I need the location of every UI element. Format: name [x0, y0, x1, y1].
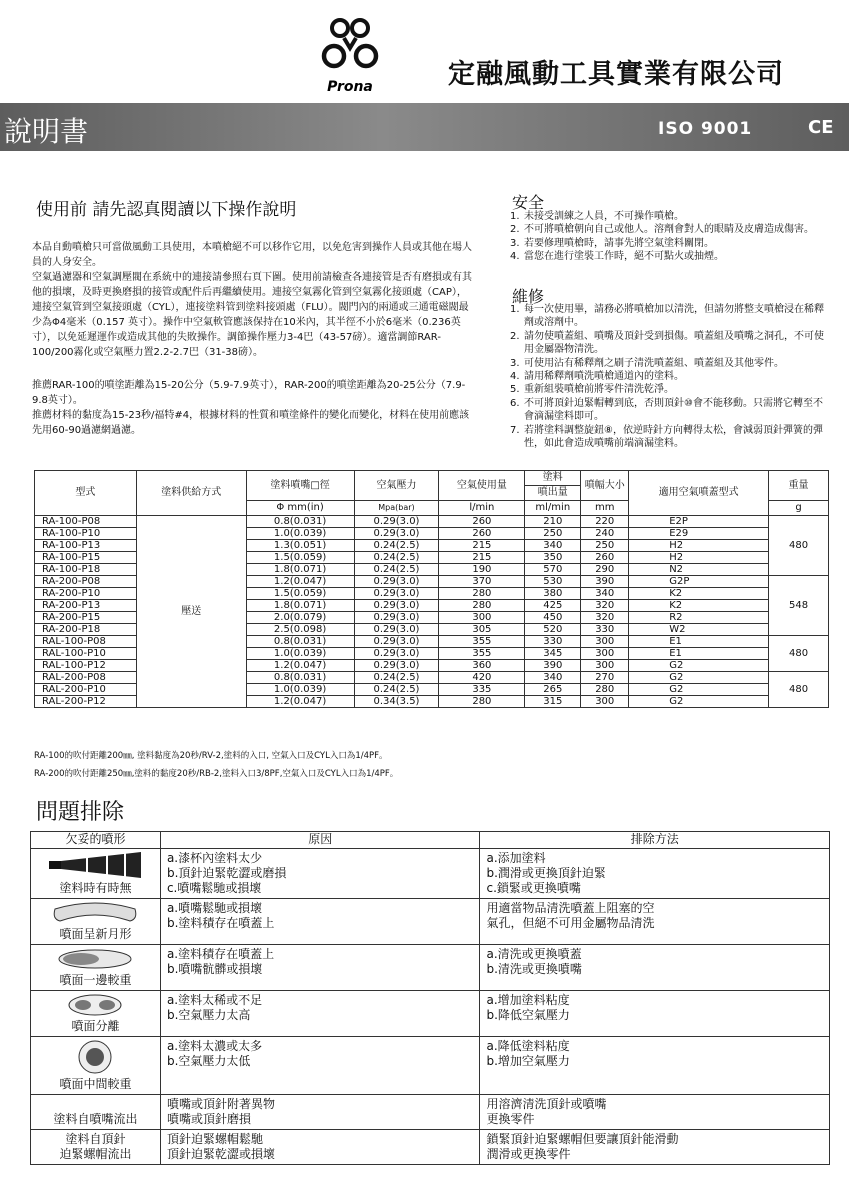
intermittent-spray-icon	[47, 851, 143, 879]
symptom-cell	[31, 1130, 161, 1165]
cell-air-pressure: 0.29(3.0)	[354, 612, 439, 624]
remedy-cell	[480, 1130, 830, 1165]
cell-paint-output: 520	[525, 624, 581, 636]
trouble-row	[31, 1037, 830, 1095]
cell-paint-output: 380	[525, 588, 581, 600]
cell-air-pressure: 0.29(3.0)	[354, 648, 439, 660]
remedy-cell	[480, 1037, 830, 1095]
note-ra200: RA-200的吹付距離250㎜,塗料的黏度20秒/RB-2,塗料入口3/8PF,空氣入口及CYL入口為1/4PF。	[34, 769, 399, 779]
col-weight: 重量	[769, 471, 829, 501]
cell-air-pressure: 0.29(3.0)	[354, 636, 439, 648]
cell-air-consumption: 280	[439, 696, 525, 708]
col-remedy: 排除方法	[480, 832, 830, 849]
cause-line: 頂針迫緊乾澀或損壞	[166, 1147, 275, 1161]
symptom-label: 噴面一邊較重	[59, 973, 132, 987]
cause-line: 噴嘴或頂針附著異物	[166, 1097, 275, 1111]
remedy-line: 鎖緊頂針迫緊螺帽但要讓頂針能滑動	[486, 1132, 679, 1146]
symptom-label: 噴面中間較重	[59, 1077, 132, 1091]
col-nozzle: 塗料噴嘴□徑	[246, 471, 354, 501]
cell-cap: G2	[629, 684, 769, 696]
cause-cell	[160, 991, 480, 1037]
cell-model: RAL-200-P08	[35, 672, 137, 684]
cell-air-consumption: 260	[439, 516, 525, 528]
cell-nozzle: 1.2(0.047)	[246, 696, 354, 708]
maintenance-item	[510, 330, 830, 357]
col-paint: 塗料	[525, 471, 581, 486]
cell-air-consumption: 190	[439, 564, 525, 576]
maintenance-heading: 維修	[512, 287, 545, 306]
trouble-row	[31, 899, 830, 945]
cell-spray-width: 270	[581, 672, 629, 684]
unit-weight: g	[769, 501, 829, 516]
safety-item	[510, 223, 830, 236]
cell-spray-width: 300	[581, 648, 629, 660]
cell-spray-width: 280	[581, 684, 629, 696]
item-number: 6.	[510, 397, 520, 409]
iso-label: ISO 9001	[658, 119, 753, 139]
remedy-line: c.鎖緊或更換噴嘴	[486, 881, 581, 895]
cause-line: b.塗料積存在噴蓋上	[166, 916, 275, 930]
cell-spray-width: 330	[581, 624, 629, 636]
cell-model: RA-100-P08	[35, 516, 137, 528]
cause-line: b.空氣壓力太高	[166, 1008, 251, 1022]
cell-air-consumption: 370	[439, 576, 525, 588]
unit-air-pressure: Mpa(bar)	[354, 501, 439, 516]
cause-cell	[160, 1037, 480, 1095]
cell-cap: G2P	[629, 576, 769, 588]
item-text: 不可將噴槍朝向自己或他人。溶劑會對人的眼睛及皮膚造成傷害。	[524, 224, 814, 236]
remedy-cell	[480, 945, 830, 991]
cell-air-consumption: 280	[439, 600, 525, 612]
cell-model: RA-200-P10	[35, 588, 137, 600]
cell-air-consumption: 260	[439, 528, 525, 540]
split-pattern-icon	[65, 993, 125, 1017]
cell-air-consumption: 360	[439, 660, 525, 672]
cell-supply: 壓送	[136, 516, 246, 708]
remedy-cell	[480, 1095, 830, 1130]
cell-nozzle: 1.8(0.071)	[246, 564, 354, 576]
cell-weight: 480	[769, 672, 829, 708]
symptom-label: 噴面呈新月形	[59, 927, 132, 941]
cell-spray-width: 300	[581, 660, 629, 672]
symptom-label: 噴面分離	[71, 1019, 120, 1033]
cell-paint-output: 210	[525, 516, 581, 528]
cell-air-pressure: 0.24(2.5)	[354, 564, 439, 576]
item-number: 3.	[510, 237, 520, 249]
cell-paint-output: 425	[525, 600, 581, 612]
cell-model: RA-200-P08	[35, 576, 137, 588]
cell-nozzle: 2.0(0.079)	[246, 612, 354, 624]
cause-line: a.塗料太濃或太多	[166, 1039, 263, 1053]
cell-spray-width: 300	[581, 636, 629, 648]
item-text: 請用稀釋劑噴洗噴槍通道內的塗料。	[524, 371, 684, 383]
cell-spray-width: 320	[581, 612, 629, 624]
cell-air-pressure: 0.29(3.0)	[354, 588, 439, 600]
cell-cap: E1	[629, 648, 769, 660]
cell-model: RAL-100-P10	[35, 648, 137, 660]
trouble-row	[31, 1095, 830, 1130]
symptom-label: 塗料自頂針	[65, 1132, 126, 1146]
cell-nozzle: 0.8(0.031)	[246, 636, 354, 648]
col-cap: 適用空氣噴蓋型式	[629, 471, 769, 516]
cell-air-consumption: 280	[439, 588, 525, 600]
col-supply: 塗料供給方式	[136, 471, 246, 516]
cell-nozzle: 1.0(0.039)	[246, 648, 354, 660]
cell-air-pressure: 0.24(2.5)	[354, 540, 439, 552]
cell-spray-width: 340	[581, 588, 629, 600]
cell-model: RAL-200-P10	[35, 684, 137, 696]
maintenance-item	[510, 424, 830, 451]
remedy-line: 用適當物品清洗噴蓋上阻塞的空	[486, 901, 655, 915]
symptom-label: 塗料自噴嘴流出	[53, 1112, 138, 1126]
remedy-line: 更換零件	[486, 1112, 535, 1126]
col-model: 型式	[35, 471, 137, 516]
intro-paragraph-4: 推薦材料的黏度為15-23秒/福特#4，根據材料的性質和噴塗條件的變化而變化，材料在使用前應該先用60-90過濾網過濾。	[32, 410, 470, 436]
col-spray-width: 噴幅大小	[581, 471, 629, 501]
cell-paint-output: 345	[525, 648, 581, 660]
symptom-cell	[31, 899, 161, 945]
cell-air-consumption: 305	[439, 624, 525, 636]
col-air-pressure: 空氣壓力	[354, 471, 439, 501]
cell-paint-output: 340	[525, 672, 581, 684]
company-name: 定融風動工具實業有限公司	[448, 59, 784, 90]
cell-model: RA-200-P15	[35, 612, 137, 624]
cell-nozzle: 1.8(0.071)	[246, 600, 354, 612]
logo-text: Prona	[327, 79, 373, 94]
cell-nozzle: 1.5(0.059)	[246, 552, 354, 564]
cell-air-pressure: 0.34(3.5)	[354, 696, 439, 708]
symptom-cell	[31, 991, 161, 1037]
cell-cap: K2	[629, 600, 769, 612]
cell-nozzle: 1.2(0.047)	[246, 576, 354, 588]
cell-cap: E29	[629, 528, 769, 540]
cell-air-consumption: 215	[439, 552, 525, 564]
remedy-line: a.清洗或更換噴蓋	[486, 947, 582, 961]
remedy-line: b.增加空氣壓力	[486, 1054, 570, 1068]
remedy-line: b.潤滑或更換頂針迫緊	[486, 866, 606, 880]
cell-air-pressure: 0.29(3.0)	[354, 600, 439, 612]
trouble-row	[31, 1130, 830, 1165]
cell-air-consumption: 420	[439, 672, 525, 684]
maintenance-item	[510, 303, 830, 330]
item-text: 可使用沾有稀釋劑之刷子清洗噴蓋組、噴蓋組及其他零件。	[524, 357, 784, 369]
cell-model: RA-100-P13	[35, 540, 137, 552]
item-text: 不可將頂針迫緊帽轉到底，否則頂針⑩會不能移動。只需將它轉至不會滴漏塗料即可。	[524, 397, 823, 423]
cell-paint-output: 250	[525, 528, 581, 540]
cause-line: 頂針迫緊螺帽鬆馳	[166, 1132, 263, 1146]
troubleshooting-table	[30, 831, 830, 1165]
remedy-line: a.添加塗料	[486, 851, 546, 865]
cell-paint-output: 390	[525, 660, 581, 672]
cell-air-pressure: 0.29(3.0)	[354, 528, 439, 540]
cell-spray-width: 240	[581, 528, 629, 540]
item-number: 4.	[510, 371, 520, 383]
cell-paint-output: 350	[525, 552, 581, 564]
item-number: 4.	[510, 251, 520, 263]
cause-line: b.空氣壓力太低	[166, 1054, 251, 1068]
cause-line: a.塗料積存在噴蓋上	[166, 947, 275, 961]
cell-cap: E2P	[629, 516, 769, 528]
cell-nozzle: 2.5(0.098)	[246, 624, 354, 636]
spec-row	[35, 516, 829, 528]
cell-spray-width: 300	[581, 696, 629, 708]
cell-nozzle: 1.3(0.051)	[246, 540, 354, 552]
cell-spray-width: 390	[581, 576, 629, 588]
cell-air-consumption: 335	[439, 684, 525, 696]
heavy-side-pattern-icon	[55, 947, 135, 971]
cell-air-pressure: 0.29(3.0)	[354, 576, 439, 588]
item-text: 每一次使用畢，請務必將噴槍加以清洗，但請勿將整支噴槍浸在稀釋劑或溶劑中。	[524, 304, 824, 329]
cell-air-pressure: 0.29(3.0)	[354, 660, 439, 672]
cell-paint-output: 315	[525, 696, 581, 708]
trouble-row	[31, 945, 830, 991]
remedy-line: a.增加塗料粘度	[486, 993, 570, 1007]
intro-paragraph-1: 本品自動噴槍只可當做風動工具使用，本噴槍絕不可以移作它用，以免危害到操作人員或其他在場人員的人身安全。	[32, 242, 472, 268]
cell-paint-output: 530	[525, 576, 581, 588]
cause-line: b.噴嘴骯髒或損壞	[166, 962, 263, 976]
cell-paint-output: 450	[525, 612, 581, 624]
cause-cell	[160, 849, 480, 899]
cause-cell	[160, 899, 480, 945]
remedy-line: 氣孔，但絕不可用金屬物品清洗	[486, 916, 655, 930]
maintenance-item	[510, 357, 830, 370]
remedy-cell	[480, 849, 830, 899]
cell-air-pressure: 0.29(3.0)	[354, 516, 439, 528]
cause-cell	[160, 1095, 480, 1130]
safety-item	[510, 210, 830, 223]
cell-spray-width: 290	[581, 564, 629, 576]
maintenance-list	[510, 303, 830, 450]
item-text: 請勿使噴蓋組、噴嘴及頂針受到損傷。噴蓋組及噴嘴之洞孔，不可使用金屬器物清洗。	[524, 330, 824, 356]
cell-model: RA-100-P18	[35, 564, 137, 576]
item-text: 未接受訓練之人員，不可操作噴槍。	[524, 211, 684, 222]
unit-paint: ml/min	[525, 501, 581, 516]
cell-paint-output: 265	[525, 684, 581, 696]
cell-model: RAL-100-P08	[35, 636, 137, 648]
safety-item	[510, 250, 830, 263]
manual-title: 說明書	[4, 115, 89, 148]
cell-paint-output: 330	[525, 636, 581, 648]
safety-list	[510, 210, 830, 264]
cell-nozzle: 1.2(0.047)	[246, 660, 354, 672]
item-number: 3.	[510, 357, 520, 369]
cause-line: 噴嘴或頂針磨損	[166, 1112, 251, 1126]
cell-weight: 480	[769, 636, 829, 672]
cell-nozzle: 1.0(0.039)	[246, 528, 354, 540]
cell-air-pressure: 0.24(2.5)	[354, 552, 439, 564]
remedy-line: 潤滑或更換零件	[486, 1147, 571, 1161]
cell-cap: W2	[629, 624, 769, 636]
cell-air-consumption: 355	[439, 636, 525, 648]
trouble-row	[31, 849, 830, 899]
cause-line: c.噴嘴鬆馳或損壞	[166, 881, 262, 895]
cause-cell	[160, 945, 480, 991]
col-air-consumption: 空氣使用量	[439, 471, 525, 501]
item-number: 1.	[510, 304, 520, 315]
symptom-label: 迫緊螺帽流出	[59, 1147, 132, 1161]
remedy-line: b.降低空氣壓力	[486, 1008, 570, 1022]
item-text: 當您在進行塗裝工作時，絕不可點火或抽煙。	[524, 251, 724, 263]
cell-air-pressure: 0.24(2.5)	[354, 672, 439, 684]
cell-cap: H2	[629, 552, 769, 564]
cell-nozzle: 0.8(0.031)	[246, 516, 354, 528]
crescent-pattern-icon	[50, 901, 140, 925]
intro-paragraph-3: 推薦RAR-100的噴塗距離為15-20公分（5.9-7.9英寸），RAR-200的噴塗距離為20-25公分（7.9-9.8英寸）。	[32, 380, 466, 406]
ce-mark: CE	[808, 117, 834, 138]
cell-model: RA-100-P10	[35, 528, 137, 540]
cell-air-consumption: 215	[439, 540, 525, 552]
cell-air-pressure: 0.29(3.0)	[354, 624, 439, 636]
note-ra100: RA-100的吹付距離200㎜, 塗料黏度為20秒/RV-2,塗料的入口, 空氣入口及CYL入口為1/4PF。	[34, 751, 388, 761]
cell-model: RA-100-P15	[35, 552, 137, 564]
remedy-line: 用溶濟清洗頂針或噴嘴	[486, 1097, 607, 1111]
maintenance-item	[510, 383, 830, 396]
cell-spray-width: 220	[581, 516, 629, 528]
cause-line: a.噴嘴鬆馳或損壞	[166, 901, 263, 915]
cause-cell	[160, 1130, 480, 1165]
unit-nozzle: Φ mm(in)	[246, 501, 354, 516]
item-text: 若將塗料調整旋鈕⑧，依逆時針方向轉得太松，會減弱頂針彈簧的彈性，如此會造成噴嘴前端滴漏塗料。	[524, 424, 823, 450]
cell-cap: G2	[629, 660, 769, 672]
unit-spray: mm	[581, 501, 629, 516]
cell-model: RA-200-P13	[35, 600, 137, 612]
cell-paint-output: 340	[525, 540, 581, 552]
remedy-line: b.清洗或更換噴嘴	[486, 962, 582, 976]
cause-line: b.頂針迫緊乾澀或磨損	[166, 866, 287, 880]
col-cause: 原因	[160, 832, 480, 849]
cell-cap: H2	[629, 540, 769, 552]
cell-paint-output: 570	[525, 564, 581, 576]
troubleshooting-heading: 問題排除	[36, 800, 125, 825]
item-number: 7.	[510, 424, 520, 436]
prona-logo	[318, 14, 382, 94]
intro-heading: 使用前 請先認真閱讀以下操作說明	[36, 200, 297, 220]
cell-cap: G2	[629, 672, 769, 684]
cell-nozzle: 0.8(0.031)	[246, 672, 354, 684]
remedy-cell	[480, 899, 830, 945]
cell-spray-width: 260	[581, 552, 629, 564]
symptom-cell	[31, 945, 161, 991]
item-number: 5.	[510, 384, 520, 396]
remedy-line: a.降低塗料粘度	[486, 1039, 570, 1053]
cell-weight: 548	[769, 576, 829, 636]
safety-item	[510, 237, 830, 250]
col-paint-output: 噴出量	[525, 486, 581, 501]
symptom-cell	[31, 1095, 161, 1130]
cell-model: RAL-100-P12	[35, 660, 137, 672]
cell-nozzle: 1.0(0.039)	[246, 684, 354, 696]
cell-nozzle: 1.5(0.059)	[246, 588, 354, 600]
intro-paragraph-2: 空氣過濾器和空氣調壓閥在系統中的連接請參照右頁下圖。使用前請檢查各連接管是否有磨損或有其他的損壞，及時更換磨損的接管或配件后再繼續使用。連接空氣霧化管到空氣霧化接頭處（CAP），連接空氣管到空氣接頭處（CYL），連接塗料管到塗料接頭處（FLU）。閥門內的兩通或三通電磁閥最少為Φ4毫米（0.157 英寸）。操作中空氣軟管應該保持在10米內，其半徑不小於6毫米（0.236英寸），以免延遲運作或造成其他的失敗操作。調節操作壓力3-4巴（43-57磅）。適當調節RAR-100/200霧化或空氣壓力置2.2-2.7巴（31-38磅）。	[32, 272, 472, 358]
cause-line: a.漆杯內塗料太少	[166, 851, 263, 865]
cell-air-pressure: 0.24(2.5)	[354, 684, 439, 696]
maintenance-item	[510, 397, 830, 424]
remedy-cell	[480, 991, 830, 1037]
cell-weight: 480	[769, 516, 829, 576]
cell-model: RA-200-P18	[35, 624, 137, 636]
cell-cap: G2	[629, 696, 769, 708]
cell-model: RAL-200-P12	[35, 696, 137, 708]
symptom-cell	[31, 1037, 161, 1095]
spec-table	[34, 470, 829, 708]
item-number: 2.	[510, 224, 520, 236]
heavy-center-pattern-icon	[73, 1039, 117, 1075]
cell-cap: N2	[629, 564, 769, 576]
cell-air-consumption: 300	[439, 612, 525, 624]
item-text: 重新組裝噴槍前將零件清洗乾淨。	[524, 384, 674, 396]
trouble-row	[31, 991, 830, 1037]
cell-spray-width: 250	[581, 540, 629, 552]
col-symptom: 欠妥的噴形	[31, 832, 161, 849]
cell-spray-width: 320	[581, 600, 629, 612]
maintenance-item	[510, 370, 830, 383]
symptom-label: 塗料時有時無	[59, 881, 132, 895]
cell-air-consumption: 355	[439, 648, 525, 660]
item-text: 若要修理噴槍時，請事先將空氣塗料關閉。	[524, 237, 714, 249]
cell-cap: R2	[629, 612, 769, 624]
item-number: 2.	[510, 330, 520, 342]
cell-cap: E1	[629, 636, 769, 648]
symptom-cell	[31, 849, 161, 899]
safety-heading: 安全	[512, 193, 545, 212]
cause-line: a.塗料太稀或不足	[166, 993, 263, 1007]
cell-cap: K2	[629, 588, 769, 600]
unit-air-consumption: l/min	[439, 501, 525, 516]
item-number: 1.	[510, 211, 520, 222]
